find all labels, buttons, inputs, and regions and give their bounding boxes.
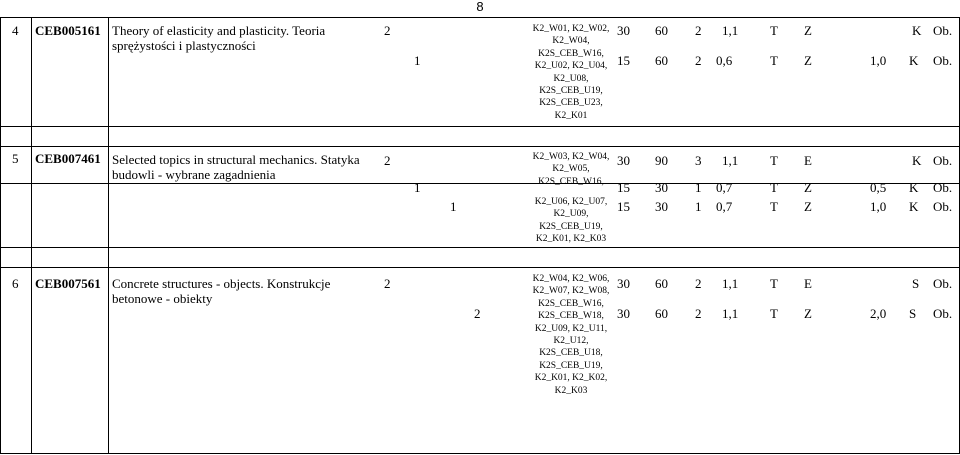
- ects: 1: [695, 180, 702, 195]
- course-title: Selected topics in structural mechanics. Statyka budowli - wybrane zagadnienia: [112, 152, 360, 182]
- hours-lecture: 30: [617, 276, 630, 291]
- ects-contact: 1,1: [722, 276, 739, 291]
- form-code: T: [770, 180, 778, 195]
- course-code: CEB007561: [35, 276, 101, 291]
- obligatory: Ob.: [933, 276, 953, 291]
- ects-contact: 0,7: [716, 199, 733, 214]
- course-type: S: [912, 276, 920, 291]
- course-lp: 5: [12, 151, 19, 166]
- semester: 2: [384, 276, 391, 291]
- row-divider: [0, 267, 960, 268]
- ects-practical: 1,0: [870, 199, 887, 214]
- ects-contact: 1,1: [722, 153, 739, 168]
- ects: 3: [695, 153, 702, 168]
- obligatory: Ob.: [933, 306, 953, 321]
- course-lp: 6: [12, 276, 19, 291]
- semester: 2: [384, 153, 391, 168]
- row-divider: [0, 183, 960, 184]
- semester: 2: [474, 306, 481, 321]
- ects-contact: 1,1: [722, 23, 739, 38]
- learning-outcomes: K2_W03, K2_W04, K2_W05, K2S_CEB_W16,: [532, 152, 610, 187]
- learning-outcomes: K2_W04, K2_W06, K2_W07, K2_W08, K2S_CEB_W16, K2S_CEB_W18, K2_U09, K2_U11, K2_U12, K2S_CEB_U18, K2S_CEB_U19, K2_K01, K2_K02, K2_K03: [532, 274, 610, 396]
- column-divider: [108, 17, 109, 454]
- hours-lecture: 15: [617, 199, 630, 214]
- ects: 2: [695, 23, 702, 38]
- course-type: K: [912, 23, 922, 38]
- hours-lecture: 30: [617, 23, 630, 38]
- hours-lecture: 15: [617, 180, 630, 195]
- form-code: T: [770, 153, 778, 168]
- row-divider: [0, 126, 960, 127]
- assessment: Z: [804, 23, 812, 38]
- course-type: K: [909, 180, 919, 195]
- row-divider: [0, 146, 960, 147]
- semester: 1: [414, 180, 421, 195]
- ects-practical: 1,0: [870, 53, 887, 68]
- assessment: E: [804, 153, 812, 168]
- course-type: S: [909, 306, 917, 321]
- ects-contact: 1,1: [722, 306, 739, 321]
- ects: 1: [695, 199, 702, 214]
- course-type: K: [909, 53, 919, 68]
- assessment: Z: [804, 180, 812, 195]
- form-code: T: [770, 23, 778, 38]
- ects-practical: 0,5: [870, 180, 887, 195]
- obligatory: Ob.: [933, 180, 953, 195]
- course-lp: 4: [12, 23, 19, 38]
- learning-outcomes: K2_U06, K2_U07, K2_U09, K2S_CEB_U19, K2_K01, K2_K03: [534, 197, 608, 245]
- hours-total: 60: [655, 276, 668, 291]
- course-type: K: [909, 199, 919, 214]
- hours-total: 30: [655, 180, 668, 195]
- semester: 1: [450, 199, 457, 214]
- obligatory: Ob.: [933, 23, 953, 38]
- semester: 1: [414, 53, 421, 68]
- row-divider: [0, 247, 960, 248]
- learning-outcomes: K2_W01, K2_W02, K2_W04, K2S_CEB_W16, K2_U02, K2_U04, K2_U08, K2S_CEB_U19, K2S_CEB_U23, K2_K01: [532, 24, 610, 121]
- ects: 2: [695, 276, 702, 291]
- course-title: Theory of elasticity and plasticity. Teoria sprężystości i plastyczności: [112, 23, 326, 53]
- hours-total: 60: [655, 306, 668, 321]
- page-number: 8: [476, 0, 484, 14]
- ects: 2: [695, 306, 702, 321]
- row-divider: [0, 17, 960, 18]
- course-code: CEB005161: [35, 23, 101, 38]
- column-divider: [0, 17, 1, 454]
- assessment: E: [804, 276, 812, 291]
- hours-lecture: 15: [617, 53, 630, 68]
- obligatory: Ob.: [933, 153, 953, 168]
- obligatory: Ob.: [933, 53, 953, 68]
- row-divider: [0, 453, 960, 454]
- form-code: T: [770, 306, 778, 321]
- hours-total: 60: [655, 23, 668, 38]
- form-code: T: [770, 276, 778, 291]
- ects: 2: [695, 53, 702, 68]
- obligatory: Ob.: [933, 199, 953, 214]
- hours-lecture: 30: [617, 306, 630, 321]
- assessment: Z: [804, 199, 812, 214]
- semester: 2: [384, 23, 391, 38]
- course-code: CEB007461: [35, 151, 101, 166]
- ects-practical: 2,0: [870, 306, 887, 321]
- form-code: T: [770, 199, 778, 214]
- assessment: Z: [804, 53, 812, 68]
- column-divider: [31, 17, 32, 454]
- ects-contact: 0,6: [716, 53, 733, 68]
- course-title: Concrete structures - objects. Konstrukcje betonowe - obiekty: [112, 276, 331, 306]
- hours-total: 60: [655, 53, 668, 68]
- assessment: Z: [804, 306, 812, 321]
- hours-total: 90: [655, 153, 668, 168]
- hours-lecture: 30: [617, 153, 630, 168]
- ects-contact: 0,7: [716, 180, 733, 195]
- course-type: K: [912, 153, 922, 168]
- form-code: T: [770, 53, 778, 68]
- hours-total: 30: [655, 199, 668, 214]
